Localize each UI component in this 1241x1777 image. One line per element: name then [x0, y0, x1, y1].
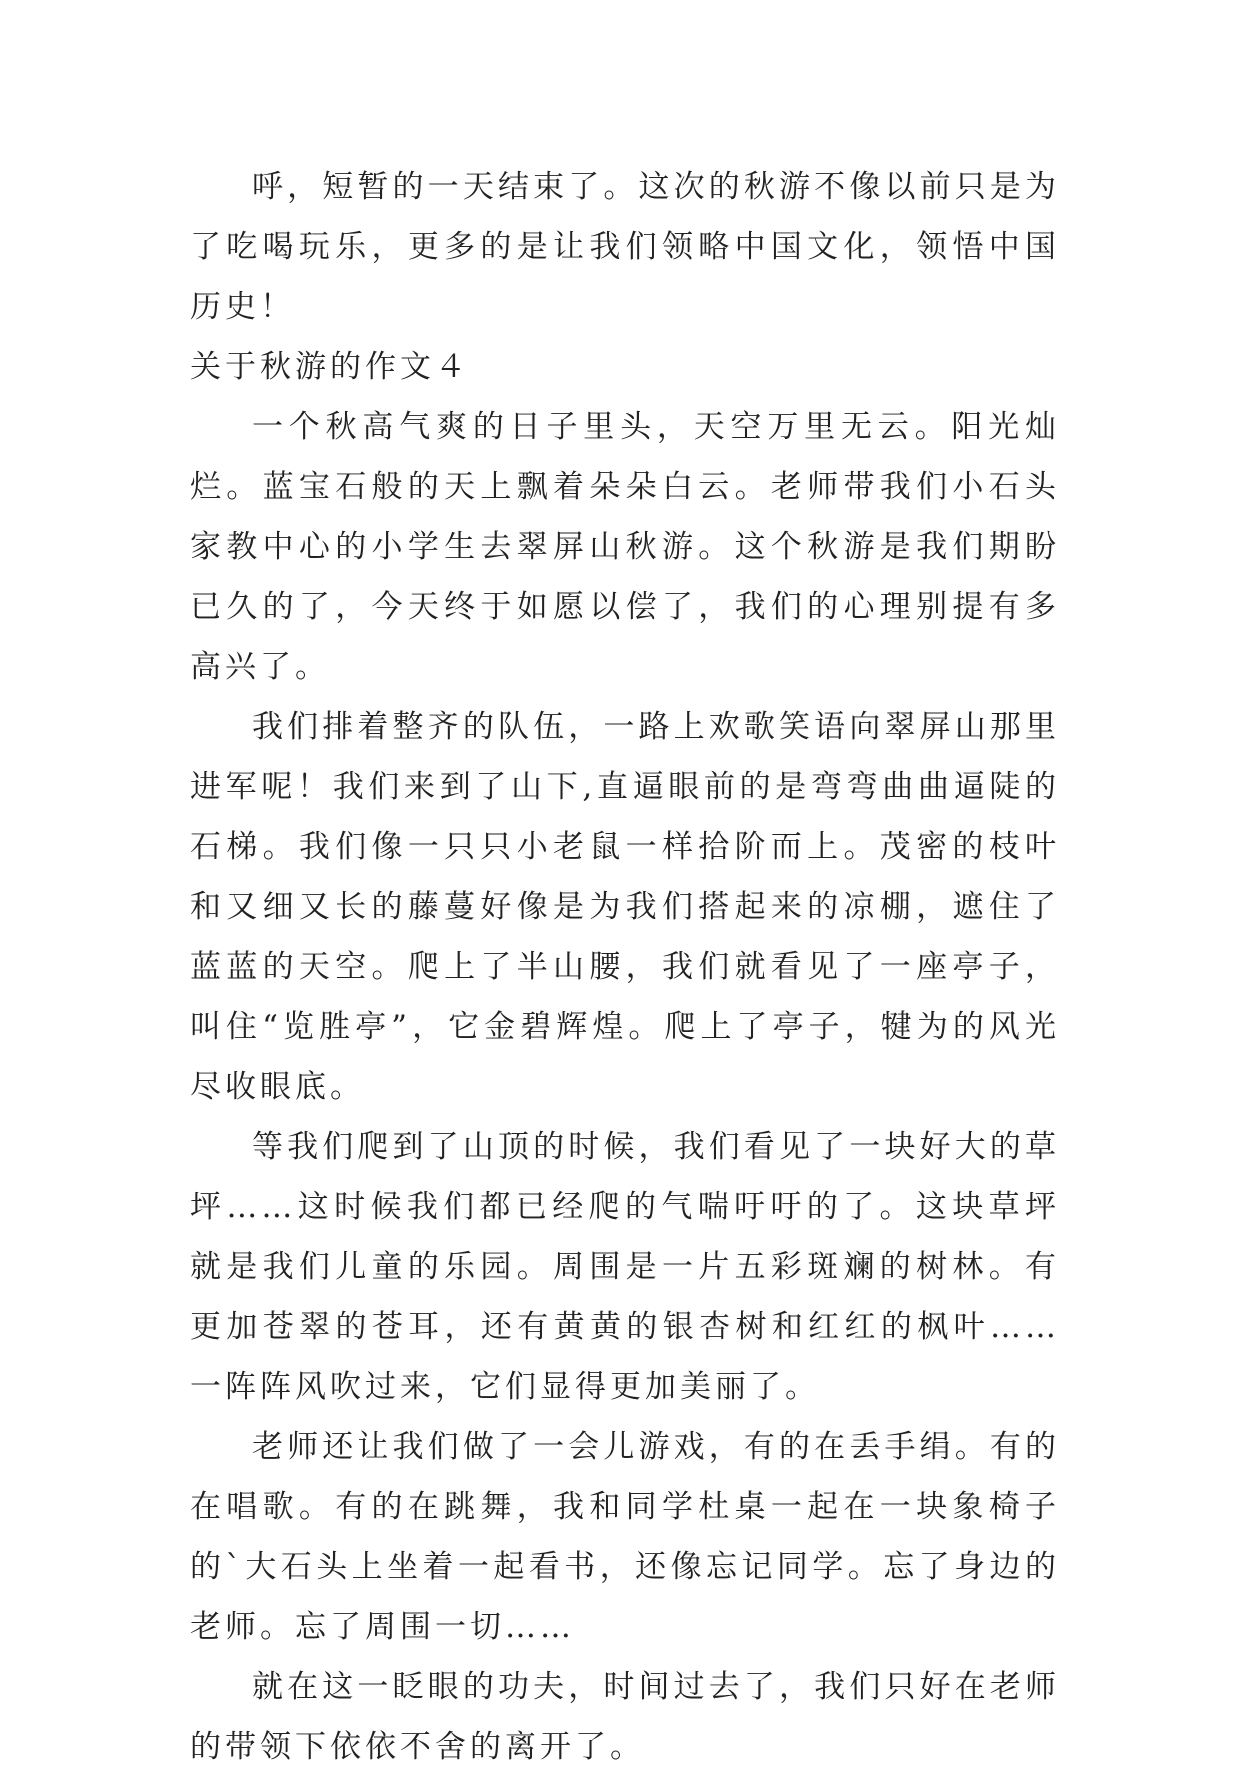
- document-body: [190, 157, 1060, 1777]
- paragraph-3: 等我们爬到了山顶的时候，我们看见了一块好大的草坪……这时候我们都已经爬的气喘吁吁的了。这块草坪就是我们儿童的乐园。周围是一片五彩斑斓的树林。有更加苍翠的苍耳，还有黄黄的银杏树和红红的枫叶……一阵阵风吹过来，它们显得更加美丽了。: [190, 1129, 1060, 1405]
- paragraph-5: 就在这一眨眼的功夫，时间过去了，我们只好在老师的带领下依依不舍的离开了。: [190, 1669, 1060, 1765]
- paragraph-4: 老师还让我们做了一会儿游戏，有的在丢手绢。有的在唱歌。有的在跳舞，我和同学杜桌一起在一块象椅子的`大石头上坐着一起看书，还像忘记同学。忘了身边的老师。忘了周围一切……: [190, 1429, 1060, 1645]
- paragraph-2: 我们排着整齐的队伍，一路上欢歌笑语向翠屏山那里进军呢！我们来到了山下,直逼眼前的是弯弯曲曲逼陡的石梯。我们像一只只小老鼠一样拾阶而上。茂密的枝叶和又细又长的藤蔓好像是为我们搭起来的凉棚，遮住了蓝蓝的天空。爬上了半山腰，我们就看见了一座亭子，叫住“览胜亭”，它金碧辉煌。爬上了亭子，犍为的风光尽收眼底。: [190, 709, 1060, 1105]
- section-heading: 关于秋游的作文４: [190, 349, 470, 385]
- paragraph-intro: 呼，短暂的一天结束了。这次的秋游不像以前只是为了吃喝玩乐，更多的是让我们领略中国文化，领悟中国历史！: [190, 169, 1060, 325]
- paragraph-1: 一个秋高气爽的日子里头，天空万里无云。阳光灿烂。蓝宝石般的天上飘着朵朵白云。老师带我们小石头家教中心的小学生去翠屏山秋游。这个秋游是我们期盼已久的了，今天终于如愿以偿了，我们的心理别提有多高兴了。: [190, 409, 1060, 685]
